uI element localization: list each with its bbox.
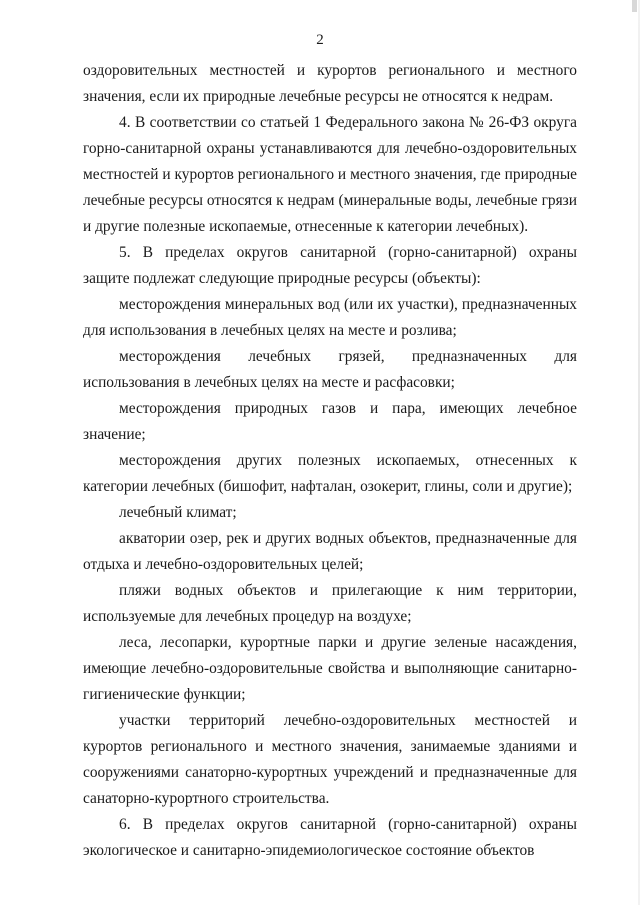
list-item-mineral-waters: месторождения минеральных вод (или их участки), предназначенных для использования в лечебных целях на месте и розлива; <box>83 296 577 339</box>
scan-corner-mark <box>632 0 637 12</box>
page-number: 2 <box>316 32 324 48</box>
list-item-territories: участки территорий лечебно-оздоровительных местностей и курортов регионального и местного значения, занимаемые зданиями и сооружениями санаторно-курортных учреждений и предназначенные для санаторно-курортного строительства. <box>83 712 577 807</box>
list-item-therapeutic-muds: месторождения лечебных грязей, предназначенных для использования в лечебных целях на месте и расфасовки; <box>83 348 577 391</box>
list-item-natural-gases: месторождения природных газов и пара, имеющих лечебное значение; <box>83 400 577 443</box>
list-item-other-minerals: месторождения других полезных ископаемых, отнесенных к категории лечебных (бишофит, нафталан, озокерит, глины, соли и другие); <box>83 452 577 495</box>
list-item-beaches: пляжи водных объектов и прилегающие к ним территории, используемые для лечебных процедур на воздухе; <box>83 582 577 625</box>
paragraph-item-4: 4. В соответствии со статьей 1 Федерального закона № 26-ФЗ округа горно-санитарной охраны устанавливаются для лечебно-оздоровительных местностей и курортов регионального и местного значения, где природные лечебные ресурсы относятся к недрам (минеральные воды, лечебные грязи и другие полезные ископаемые, отнесенные к категории лечебных). <box>83 114 577 235</box>
paragraph-continuation: оздоровительных местностей и курортов регионального и местного значения, если их природные лечебные ресурсы не относятся к недрам. <box>83 62 577 105</box>
list-item-water-areas: акватории озер, рек и других водных объектов, предназначенные для отдыха и лечебно-оздоровительных целей; <box>83 530 577 573</box>
paragraph-item-6: 6. В пределах округов санитарной (горно-санитарной) охраны экологическое и санитарно-эпидемиологическое состояние объектов <box>83 816 577 859</box>
document-body <box>83 58 577 864</box>
list-item-forests: леса, лесопарки, курортные парки и другие зеленые насаждения, имеющие лечебно-оздоровительные свойства и выполняющие санитарно-гигиенические функции; <box>83 634 577 703</box>
paragraph-item-5: 5. В пределах округов санитарной (горно-санитарной) охраны защите подлежат следующие природные ресурсы (объекты): <box>83 244 577 287</box>
list-item-climate: лечебный климат; <box>119 504 237 521</box>
